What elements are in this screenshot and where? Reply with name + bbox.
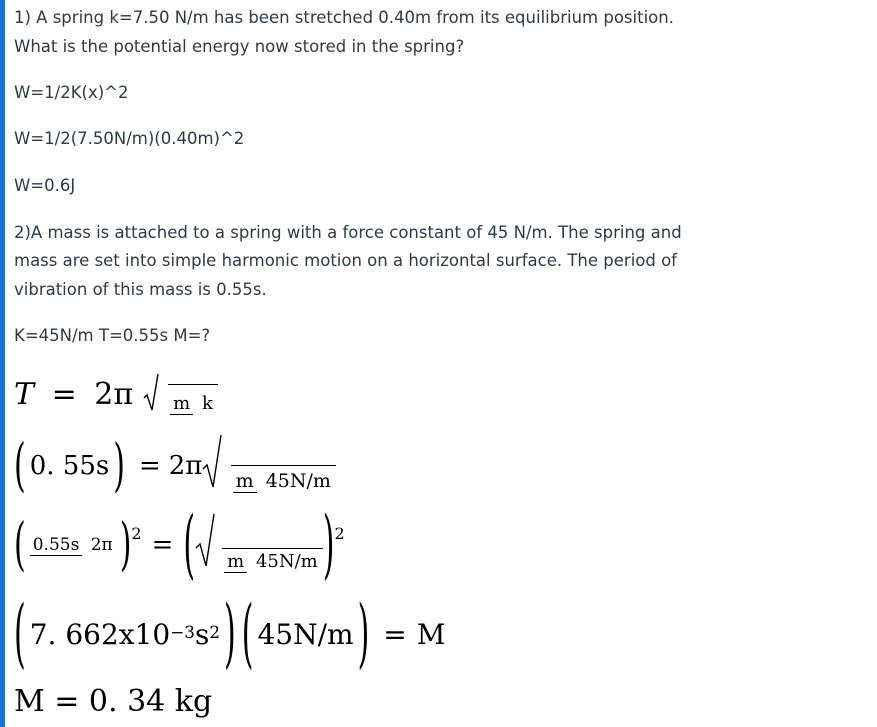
eq4-a-unit-exp: 2 [209, 622, 221, 642]
left-accent-bar [0, 0, 5, 727]
eq1-coef: 2π [94, 377, 134, 412]
problem2-question-line1: 2)A mass is attached to a spring with a force constant of 45 N/m. The spring and [14, 223, 682, 242]
equation-period [14, 372, 218, 420]
eq4-a: 7. 662x10 [29, 617, 171, 651]
problem1-answer: W=0.6J [14, 176, 76, 195]
eq4-rhs: M [416, 617, 446, 651]
radical-sign-icon [195, 512, 215, 568]
eq1-den: k [201, 393, 213, 414]
eq3-den: 2π [90, 534, 113, 555]
eq2-num: m [233, 470, 257, 493]
eq4-a-exp: −3 [170, 622, 195, 642]
eq4-b: 45N/m [257, 617, 354, 651]
eq3-num: 0.55s [30, 535, 83, 556]
equation-substitution: ( 0. 55s ) = 2π m 45N/m [14, 433, 336, 499]
problem1-substitution: W=1/2(7.50N/m)(0.40m)^2 [14, 129, 245, 148]
problem1-question-line2: What is the potential energy now stored in the spring? [14, 37, 465, 56]
radical-sign-icon [143, 372, 159, 412]
eq4-equals: = [383, 617, 407, 651]
problem2-givens: K=45N/m T=0.55s M=? [14, 326, 211, 345]
eq3-exp: 2 [131, 524, 142, 543]
eq1-num: m [170, 393, 193, 415]
problem1-question-line1: 1) A spring k=7.50 N/m has been stretched 0.40m from its equilibrium position. [14, 8, 674, 27]
problem2-question-line3: vibration of this mass is 0.55s. [14, 280, 267, 299]
eq1-sqrt [143, 372, 218, 420]
radical-sign-icon [202, 433, 222, 489]
eq2-lhs: 0. 55s [29, 451, 110, 481]
eq3-rden: 45N/m [255, 551, 318, 572]
equation-mass-product: ( 7. 662x10 $^{-3}$ s $^2$ ) ( 45N/m ) = M [14, 590, 446, 678]
eq3-rexp: 2 [334, 524, 345, 543]
equation-final-mass: M = 0. 34 kg [14, 684, 213, 719]
eq1-lhs: T [14, 377, 35, 412]
problem2-question-line2: mass are set into simple harmonic motion on a horizontal surface. The period of [14, 251, 677, 270]
eq2-sqrt [202, 433, 336, 500]
equation-squared: ( 0.55s 2π ) 2 = ( m 45N/m ) 2 [14, 501, 345, 589]
eq3-sqrt [195, 512, 323, 578]
eq2-den: 45N/m [265, 470, 331, 492]
eq2-coef: 2π [168, 451, 203, 481]
problem1-formula: W=1/2K(x)^2 [14, 83, 129, 102]
eq3-equals: = [151, 530, 174, 560]
eq2-equals: = [138, 451, 161, 481]
eq4-a-unit: s [194, 617, 210, 651]
eq3-rnum: m [224, 551, 247, 573]
eq1-equals: = [51, 377, 77, 412]
